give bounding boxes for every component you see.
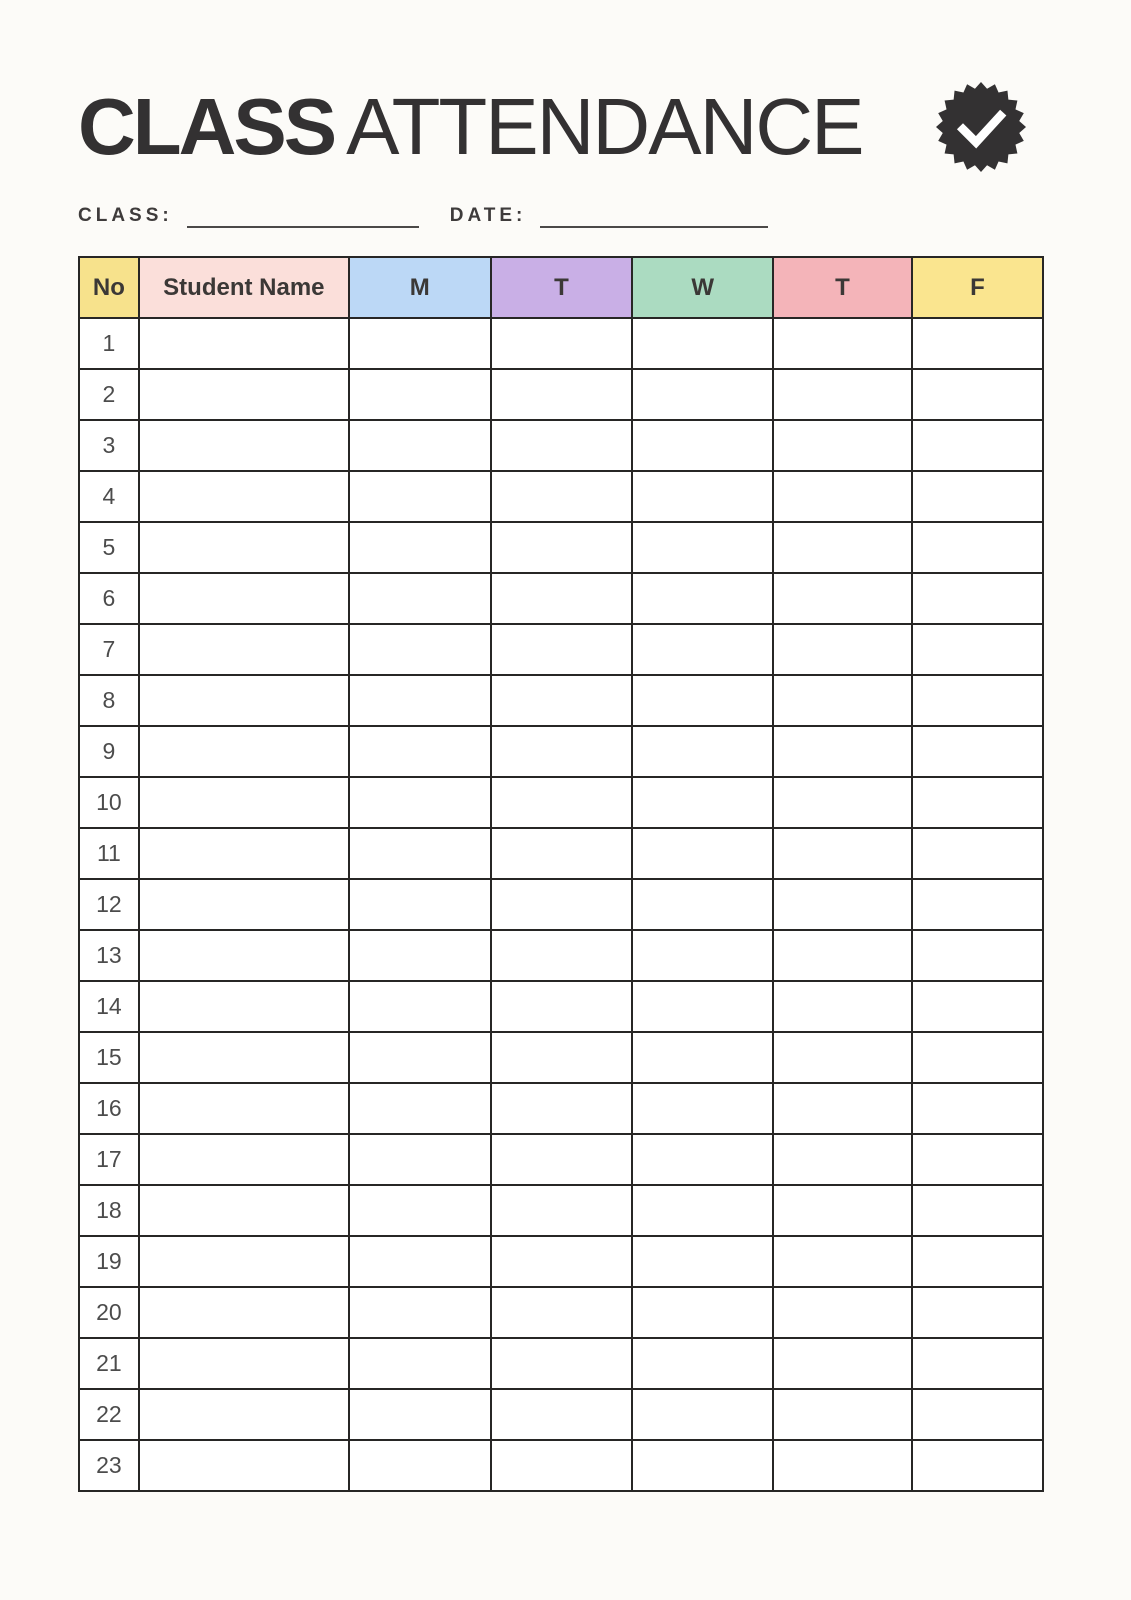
attendance-cell-thursday[interactable]	[773, 1134, 912, 1185]
attendance-sheet	[0, 80, 1131, 1492]
table-row	[79, 879, 1043, 930]
table-row	[79, 1338, 1043, 1389]
attendance-cell-thursday[interactable]	[773, 522, 912, 573]
attendance-cell-tuesday[interactable]	[491, 624, 633, 675]
attendance-cell-wednesday[interactable]	[632, 981, 773, 1032]
attendance-cell-monday[interactable]	[349, 1083, 491, 1134]
attendance-cell-thursday[interactable]	[773, 318, 912, 369]
attendance-cell-friday[interactable]	[912, 420, 1043, 471]
row-number: 10	[79, 777, 139, 828]
attendance-cell-tuesday[interactable]	[491, 930, 633, 981]
attendance-cell-monday[interactable]	[349, 522, 491, 573]
column-header-wednesday: W	[632, 257, 773, 318]
page-title	[78, 83, 862, 171]
attendance-cell-student-name[interactable]	[139, 369, 349, 420]
attendance-cell-monday[interactable]	[349, 1287, 491, 1338]
row-number: 22	[79, 1389, 139, 1440]
row-number: 14	[79, 981, 139, 1032]
date-input-line[interactable]	[540, 204, 768, 228]
attendance-cell-wednesday[interactable]	[632, 1236, 773, 1287]
table-row	[79, 981, 1043, 1032]
attendance-cell-tuesday[interactable]	[491, 675, 633, 726]
row-number: 3	[79, 420, 139, 471]
table-row	[79, 1236, 1043, 1287]
attendance-cell-student-name[interactable]	[139, 420, 349, 471]
row-number: 19	[79, 1236, 139, 1287]
attendance-cell-monday[interactable]	[349, 318, 491, 369]
attendance-cell-tuesday[interactable]	[491, 522, 633, 573]
attendance-cell-friday[interactable]	[912, 1236, 1043, 1287]
attendance-cell-friday[interactable]	[912, 1338, 1043, 1389]
attendance-cell-student-name[interactable]	[139, 828, 349, 879]
row-number: 1	[79, 318, 139, 369]
attendance-cell-thursday[interactable]	[773, 981, 912, 1032]
attendance-cell-wednesday[interactable]	[632, 1083, 773, 1134]
attendance-cell-wednesday[interactable]	[632, 1134, 773, 1185]
attendance-cell-friday[interactable]	[912, 1083, 1043, 1134]
attendance-cell-student-name[interactable]	[139, 981, 349, 1032]
attendance-cell-student-name[interactable]	[139, 1287, 349, 1338]
attendance-cell-wednesday[interactable]	[632, 522, 773, 573]
attendance-cell-monday[interactable]	[349, 369, 491, 420]
attendance-cell-student-name[interactable]	[139, 1338, 349, 1389]
table-row	[79, 675, 1043, 726]
attendance-cell-wednesday[interactable]	[632, 879, 773, 930]
attendance-cell-student-name[interactable]	[139, 1440, 349, 1491]
attendance-cell-wednesday[interactable]	[632, 1389, 773, 1440]
attendance-cell-monday[interactable]	[349, 1185, 491, 1236]
table-row	[79, 930, 1043, 981]
column-header-friday: F	[912, 257, 1043, 318]
attendance-cell-thursday[interactable]	[773, 1185, 912, 1236]
attendance-cell-thursday[interactable]	[773, 828, 912, 879]
table-row	[79, 471, 1043, 522]
attendance-cell-student-name[interactable]	[139, 675, 349, 726]
row-number: 5	[79, 522, 139, 573]
attendance-cell-wednesday[interactable]	[632, 675, 773, 726]
attendance-cell-tuesday[interactable]	[491, 879, 633, 930]
attendance-cell-wednesday[interactable]	[632, 1032, 773, 1083]
attendance-cell-wednesday[interactable]	[632, 1287, 773, 1338]
table-row	[79, 369, 1043, 420]
attendance-cell-student-name[interactable]	[139, 573, 349, 624]
attendance-cell-friday[interactable]	[912, 573, 1043, 624]
attendance-cell-student-name[interactable]	[139, 318, 349, 369]
attendance-cell-wednesday[interactable]	[632, 930, 773, 981]
check-badge-icon	[936, 82, 1026, 172]
attendance-cell-thursday[interactable]	[773, 1083, 912, 1134]
attendance-cell-wednesday[interactable]	[632, 573, 773, 624]
row-number: 16	[79, 1083, 139, 1134]
attendance-cell-student-name[interactable]	[139, 471, 349, 522]
table-row	[79, 1389, 1043, 1440]
attendance-cell-student-name[interactable]	[139, 1389, 349, 1440]
row-number: 18	[79, 1185, 139, 1236]
row-number: 7	[79, 624, 139, 675]
attendance-cell-thursday[interactable]	[773, 1440, 912, 1491]
attendance-cell-friday[interactable]	[912, 1134, 1043, 1185]
attendance-table	[78, 256, 1044, 1492]
attendance-cell-student-name[interactable]	[139, 879, 349, 930]
table-row	[79, 1440, 1043, 1491]
column-header-thursday: T	[773, 257, 912, 318]
attendance-cell-wednesday[interactable]	[632, 828, 773, 879]
attendance-cell-thursday[interactable]	[773, 420, 912, 471]
attendance-cell-monday[interactable]	[349, 777, 491, 828]
attendance-cell-wednesday[interactable]	[632, 624, 773, 675]
table-row	[79, 1134, 1043, 1185]
row-number: 4	[79, 471, 139, 522]
attendance-cell-tuesday[interactable]	[491, 726, 633, 777]
attendance-cell-thursday[interactable]	[773, 573, 912, 624]
attendance-cell-student-name[interactable]	[139, 726, 349, 777]
table-row	[79, 726, 1043, 777]
row-number: 13	[79, 930, 139, 981]
attendance-cell-thursday[interactable]	[773, 675, 912, 726]
attendance-cell-thursday[interactable]	[773, 1338, 912, 1389]
attendance-cell-tuesday[interactable]	[491, 573, 633, 624]
attendance-cell-student-name[interactable]	[139, 522, 349, 573]
attendance-cell-friday[interactable]	[912, 624, 1043, 675]
table-row	[79, 828, 1043, 879]
attendance-cell-monday[interactable]	[349, 624, 491, 675]
attendance-cell-wednesday[interactable]	[632, 369, 773, 420]
attendance-cell-thursday[interactable]	[773, 1236, 912, 1287]
attendance-cell-wednesday[interactable]	[632, 1338, 773, 1389]
date-label: DATE:	[449, 205, 527, 227]
class-date-row	[78, 200, 1044, 228]
class-input-line[interactable]	[187, 204, 419, 228]
attendance-cell-monday[interactable]	[349, 1134, 491, 1185]
attendance-cell-tuesday[interactable]	[491, 1032, 633, 1083]
attendance-cell-tuesday[interactable]	[491, 318, 633, 369]
attendance-cell-monday[interactable]	[349, 930, 491, 981]
attendance-cell-tuesday[interactable]	[491, 1134, 633, 1185]
table-row	[79, 573, 1043, 624]
attendance-cell-friday[interactable]	[912, 1440, 1043, 1491]
attendance-cell-monday[interactable]	[349, 1236, 491, 1287]
attendance-cell-tuesday[interactable]	[491, 1236, 633, 1287]
attendance-cell-thursday[interactable]	[773, 1389, 912, 1440]
attendance-cell-tuesday[interactable]	[491, 369, 633, 420]
attendance-cell-friday[interactable]	[912, 1389, 1043, 1440]
attendance-cell-student-name[interactable]	[139, 1032, 349, 1083]
attendance-cell-monday[interactable]	[349, 828, 491, 879]
attendance-cell-monday[interactable]	[349, 981, 491, 1032]
row-number: 20	[79, 1287, 139, 1338]
attendance-cell-monday[interactable]	[349, 1338, 491, 1389]
attendance-cell-thursday[interactable]	[773, 471, 912, 522]
attendance-cell-tuesday[interactable]	[491, 1287, 633, 1338]
attendance-cell-wednesday[interactable]	[632, 471, 773, 522]
attendance-cell-student-name[interactable]	[139, 1236, 349, 1287]
attendance-cell-friday[interactable]	[912, 981, 1043, 1032]
attendance-cell-tuesday[interactable]	[491, 1338, 633, 1389]
attendance-cell-friday[interactable]	[912, 828, 1043, 879]
attendance-cell-friday[interactable]	[912, 522, 1043, 573]
attendance-cell-student-name[interactable]	[139, 1083, 349, 1134]
attendance-cell-tuesday[interactable]	[491, 471, 633, 522]
row-number: 6	[79, 573, 139, 624]
attendance-cell-friday[interactable]	[912, 726, 1043, 777]
row-number: 23	[79, 1440, 139, 1491]
row-number: 17	[79, 1134, 139, 1185]
attendance-cell-friday[interactable]	[912, 879, 1043, 930]
attendance-cell-monday[interactable]	[349, 675, 491, 726]
attendance-cell-thursday[interactable]	[773, 1032, 912, 1083]
attendance-cell-student-name[interactable]	[139, 1134, 349, 1185]
attendance-cell-student-name[interactable]	[139, 777, 349, 828]
page-header	[78, 80, 1044, 174]
column-header-tuesday: T	[491, 257, 633, 318]
row-number: 11	[79, 828, 139, 879]
attendance-cell-student-name[interactable]	[139, 1185, 349, 1236]
attendance-cell-tuesday[interactable]	[491, 1083, 633, 1134]
attendance-cell-wednesday[interactable]	[632, 1440, 773, 1491]
table-row	[79, 624, 1043, 675]
attendance-cell-wednesday[interactable]	[632, 726, 773, 777]
table-row	[79, 420, 1043, 471]
attendance-cell-tuesday[interactable]	[491, 420, 633, 471]
attendance-cell-tuesday[interactable]	[491, 1440, 633, 1491]
table-row	[79, 522, 1043, 573]
attendance-cell-friday[interactable]	[912, 369, 1043, 420]
class-label: CLASS:	[78, 205, 173, 227]
attendance-cell-thursday[interactable]	[773, 624, 912, 675]
column-header-no: No	[79, 257, 139, 318]
title-secondary: ATTENDANCE	[346, 82, 863, 171]
attendance-cell-tuesday[interactable]	[491, 1185, 633, 1236]
header-row	[79, 257, 1043, 318]
attendance-cell-tuesday[interactable]	[491, 981, 633, 1032]
attendance-cell-friday[interactable]	[912, 675, 1043, 726]
attendance-cell-monday[interactable]	[349, 471, 491, 522]
row-number: 2	[79, 369, 139, 420]
attendance-cell-thursday[interactable]	[773, 930, 912, 981]
attendance-cell-friday[interactable]	[912, 930, 1043, 981]
attendance-cell-student-name[interactable]	[139, 624, 349, 675]
row-number: 12	[79, 879, 139, 930]
row-number: 15	[79, 1032, 139, 1083]
table-row	[79, 318, 1043, 369]
table-row	[79, 1032, 1043, 1083]
attendance-cell-monday[interactable]	[349, 1389, 491, 1440]
attendance-cell-monday[interactable]	[349, 726, 491, 777]
row-number: 8	[79, 675, 139, 726]
attendance-cell-tuesday[interactable]	[491, 828, 633, 879]
attendance-cell-friday[interactable]	[912, 1032, 1043, 1083]
attendance-cell-friday[interactable]	[912, 1287, 1043, 1338]
attendance-cell-thursday[interactable]	[773, 1287, 912, 1338]
column-header-student-name: Student Name	[139, 257, 349, 318]
attendance-cell-wednesday[interactable]	[632, 318, 773, 369]
table-row	[79, 1083, 1043, 1134]
table-row	[79, 1185, 1043, 1236]
attendance-cell-thursday[interactable]	[773, 777, 912, 828]
row-number: 9	[79, 726, 139, 777]
attendance-cell-monday[interactable]	[349, 1032, 491, 1083]
attendance-cell-friday[interactable]	[912, 318, 1043, 369]
attendance-cell-monday[interactable]	[349, 879, 491, 930]
attendance-cell-wednesday[interactable]	[632, 420, 773, 471]
attendance-cell-monday[interactable]	[349, 573, 491, 624]
attendance-cell-thursday[interactable]	[773, 369, 912, 420]
column-header-monday: M	[349, 257, 491, 318]
attendance-cell-thursday[interactable]	[773, 726, 912, 777]
attendance-cell-friday[interactable]	[912, 777, 1043, 828]
attendance-cell-friday[interactable]	[912, 1185, 1043, 1236]
attendance-cell-thursday[interactable]	[773, 879, 912, 930]
row-number: 21	[79, 1338, 139, 1389]
attendance-cell-wednesday[interactable]	[632, 777, 773, 828]
attendance-cell-monday[interactable]	[349, 1440, 491, 1491]
attendance-cell-monday[interactable]	[349, 420, 491, 471]
title-primary: CLASS	[78, 82, 335, 171]
table-row	[79, 1287, 1043, 1338]
table-row	[79, 777, 1043, 828]
attendance-cell-friday[interactable]	[912, 471, 1043, 522]
attendance-cell-student-name[interactable]	[139, 930, 349, 981]
attendance-cell-tuesday[interactable]	[491, 1389, 633, 1440]
attendance-cell-tuesday[interactable]	[491, 777, 633, 828]
attendance-cell-wednesday[interactable]	[632, 1185, 773, 1236]
